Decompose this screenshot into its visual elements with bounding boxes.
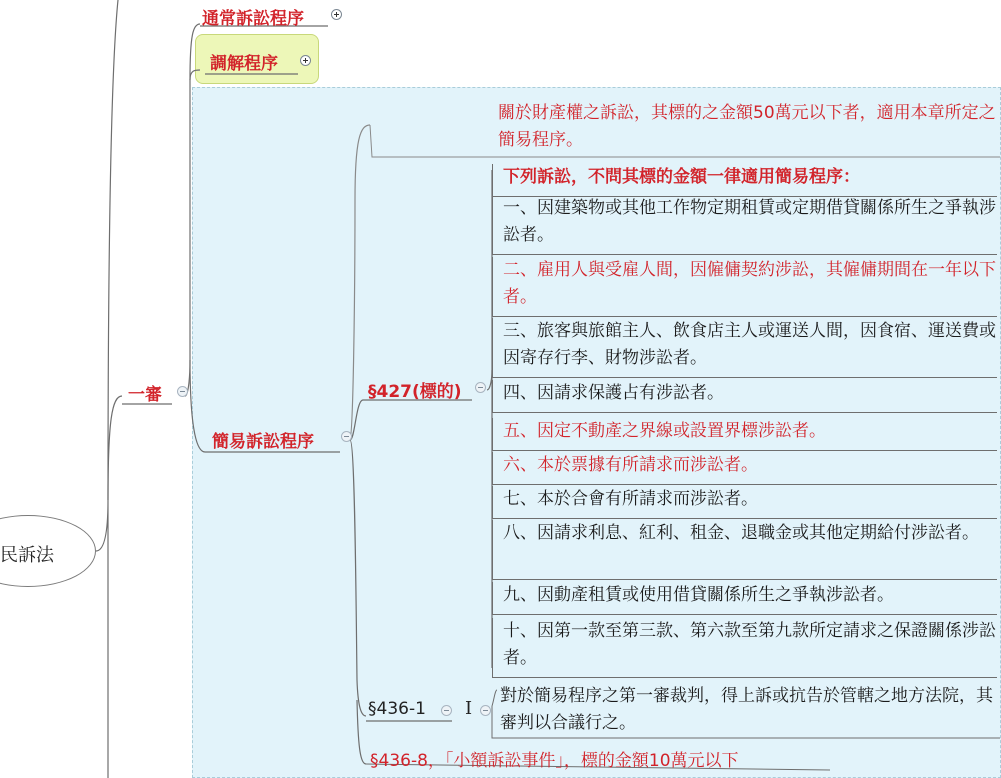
section-427-item-9-text: 九、因動產租賃或使用借貸關係所生之爭執涉訟者。: [503, 585, 894, 605]
root-label: 民訴法: [0, 545, 54, 566]
summary-intro-text[interactable]: 關於財產權之訴訟，其標的之金額50萬元以下者，適用本章所定之簡易程序。: [498, 103, 996, 150]
mediation-procedure-node[interactable]: 調解程序: [210, 54, 278, 74]
section-427-item-2-text: 二、雇用人與受雇人間，因僱傭契約涉訟，其僱傭期間在一年以下者。: [503, 260, 996, 307]
section-427-item-8-text: 八、因請求利息、紅利、租金、退職金或其他定期給付涉訟者。: [503, 523, 979, 543]
section-436-1-node[interactable]: §436-1: [368, 699, 426, 719]
section-427-item-1-text: 一、因建築物或其他工作物定期租賃或定期借貸關係所生之爭執涉訟者。: [503, 198, 996, 245]
section-427-item-header-text: 下列訴訟，不問其標的金額一律適用簡易程序：: [503, 167, 860, 187]
section-436-8-node[interactable]: §436-8，「小額訴訟事件」，標的金額10萬元以下: [370, 751, 739, 771]
section-436-1-text[interactable]: 對於簡易程序之第一審裁判，得上訴或抗告於管轄之地方法院，其審判以合議行之。: [500, 686, 993, 733]
section-427-item-5-text: 五、因定不動產之界線或設置界標涉訟者。: [503, 421, 826, 441]
section-427-item-4-text: 四、因請求保護占有涉訟者。: [503, 383, 724, 403]
section-427-item-7-text: 七、本於合會有所請求而涉訟者。: [503, 489, 758, 509]
section-436-1-sub-node[interactable]: I: [465, 698, 473, 719]
section-427-item-6-text: 六、本於票據有所請求而涉訟者。: [503, 455, 758, 475]
first-instance-node[interactable]: 一審: [128, 385, 162, 405]
section-427-item-10-text: 十、因第一款至第三款、第六款至第九款所定請求之保證關係涉訟者。: [503, 621, 996, 668]
section-427-item-3-text: 三、旅客與旅館主人、飲食店主人或運送人間，因食宿、運送費或因寄存行李、財物涉訟者。: [503, 321, 996, 368]
general-procedure-node[interactable]: 通常訴訟程序: [202, 9, 304, 29]
section-427-node[interactable]: §427(標的): [368, 382, 462, 402]
summary-procedure-node[interactable]: 簡易訴訟程序: [212, 432, 314, 452]
